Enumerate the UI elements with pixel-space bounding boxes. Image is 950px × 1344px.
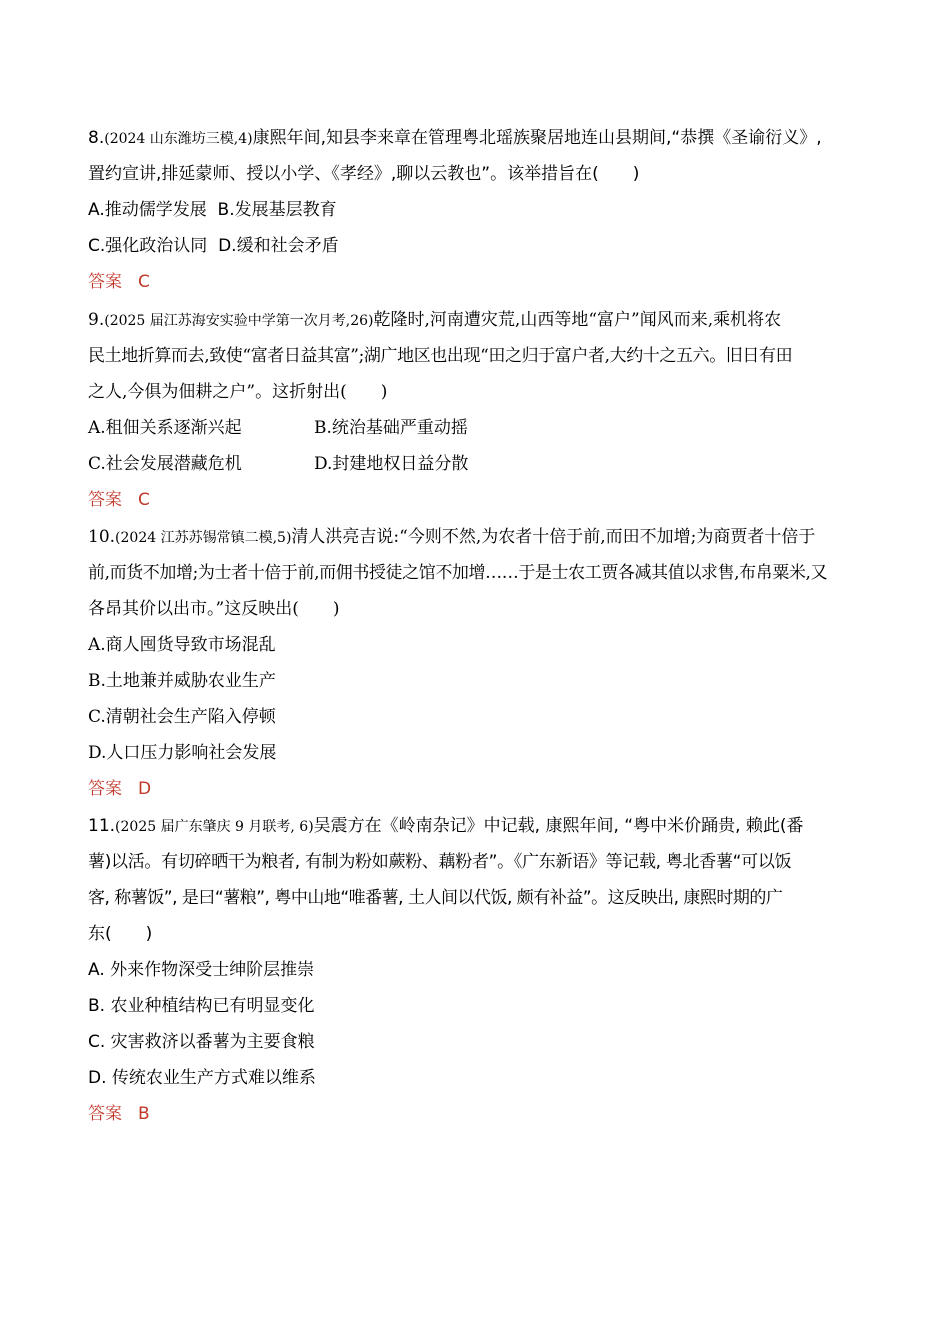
option-b: B.土地兼并威胁农业生产 (88, 671, 276, 691)
answer-row (88, 771, 860, 807)
stem-text: 民土地折算而去,致使“富者日益其富”;湖广地区也出现“田之归于富户者,大约十之五六。旧日有田 (88, 346, 793, 366)
option-c: C.清朝社会生产陷入停顿 (88, 707, 276, 727)
option-row (88, 192, 860, 228)
question-number: 10. (88, 527, 116, 547)
stem-text: 客, 称薯饭”, 是曰“薯粮”, 粤中山地“唯番薯, 土人间以代饭, 颇有补益”。这反映出, 康熙时期的广 (88, 888, 783, 908)
option-d: D.封建地权日益分散 (314, 454, 469, 474)
question-source: (2024 山东潍坊三模,4) (104, 131, 253, 147)
stem-text: 前,而货不加增;为士者十倍于前,而佣书授徒之馆不加增……于是士农工贾各减其值以求售,布帛粟米,又 (88, 563, 828, 583)
option-a: A.商人囤货导致市场混乱 (88, 635, 276, 655)
answer-value: C (138, 490, 150, 510)
question-11 (88, 808, 860, 1132)
question-9 (88, 302, 860, 518)
question-source: (2025 届广东肇庆 9 月联考, 6) (115, 819, 314, 835)
answer-label: 答案 (88, 779, 122, 799)
answer-label: 答案 (88, 272, 122, 292)
stem-text: 乾隆时,河南遭灾荒,山西等地“富户”闻风而来,乘机将农 (373, 310, 782, 330)
question-stem-line (88, 302, 860, 338)
stem-text: 东( ) (88, 924, 153, 944)
stem-text: 各昂其价以出市。”这反映出( ) (88, 599, 340, 619)
option-row (88, 410, 860, 446)
option-b: B.发展基层教育 (217, 200, 337, 220)
question-number: 8. (88, 128, 105, 148)
stem-text: 之人,今俱为佃耕之户”。这折射出( ) (88, 382, 388, 402)
option-row (88, 446, 860, 482)
answer-value: B (138, 1104, 150, 1124)
question-stem-line (88, 808, 860, 844)
option-c: C. 灾害救济以番薯为主要食粮 (88, 1032, 315, 1052)
question-number: 9. (88, 310, 105, 330)
question-8 (88, 120, 860, 300)
option-c: C.社会发展潜藏危机 (88, 454, 242, 474)
answer-row (88, 1096, 860, 1132)
option-d: D.人口压力影响社会发展 (88, 743, 277, 763)
option-a: A.推动儒学发展 (88, 200, 207, 220)
question-source: (2025 届江苏海安实验中学第一次月考,26) (104, 313, 374, 329)
question-stem-line (88, 120, 860, 156)
question-source: (2024 江苏苏锡常镇二模,5) (115, 530, 292, 546)
answer-value: D (138, 779, 152, 799)
answer-label: 答案 (88, 1104, 122, 1124)
answer-row (88, 264, 860, 300)
option-d: D. 传统农业生产方式难以维系 (88, 1068, 316, 1088)
question-10 (88, 519, 860, 807)
stem-text: 清人洪亮吉说:“今则不然,为农者十倍于前,而田不加增;为商贾者十倍于 (291, 527, 816, 547)
option-row (88, 228, 860, 264)
question-stem-line (88, 519, 860, 555)
stem-text: 吴震方在《岭南杂记》中记载, 康熙年间, “粤中米价踊贵, 赖此(番 (313, 816, 804, 836)
option-a: A.租佃关系逐渐兴起 (88, 418, 242, 438)
option-b: B. 农业种植结构已有明显变化 (88, 996, 315, 1016)
stem-text: 置约宣讲,排延蒙师、授以小学、《孝经》,聊以云教也”。该举措旨在( ) (88, 164, 640, 184)
answer-label: 答案 (88, 490, 122, 510)
stem-text: 薯)以活。有切碎晒干为粮者, 有制为粉如蕨粉、藕粉者”。《广东新语》等记载, 粤北香薯“可以饭 (88, 852, 792, 872)
option-a: A. 外来作物深受士绅阶层推崇 (88, 960, 315, 980)
option-d: D.缓和社会矛盾 (218, 236, 339, 256)
answer-row (88, 482, 860, 518)
question-number: 11. (88, 816, 116, 836)
option-c: C.强化政治认同 (88, 236, 208, 256)
option-b: B.统治基础严重动摇 (314, 418, 468, 438)
stem-text: 康熙年间,知县李来章在管理粤北瑶族聚居地连山县期间,“恭撰《圣谕衍义》, (252, 128, 822, 148)
answer-value: C (138, 272, 150, 292)
